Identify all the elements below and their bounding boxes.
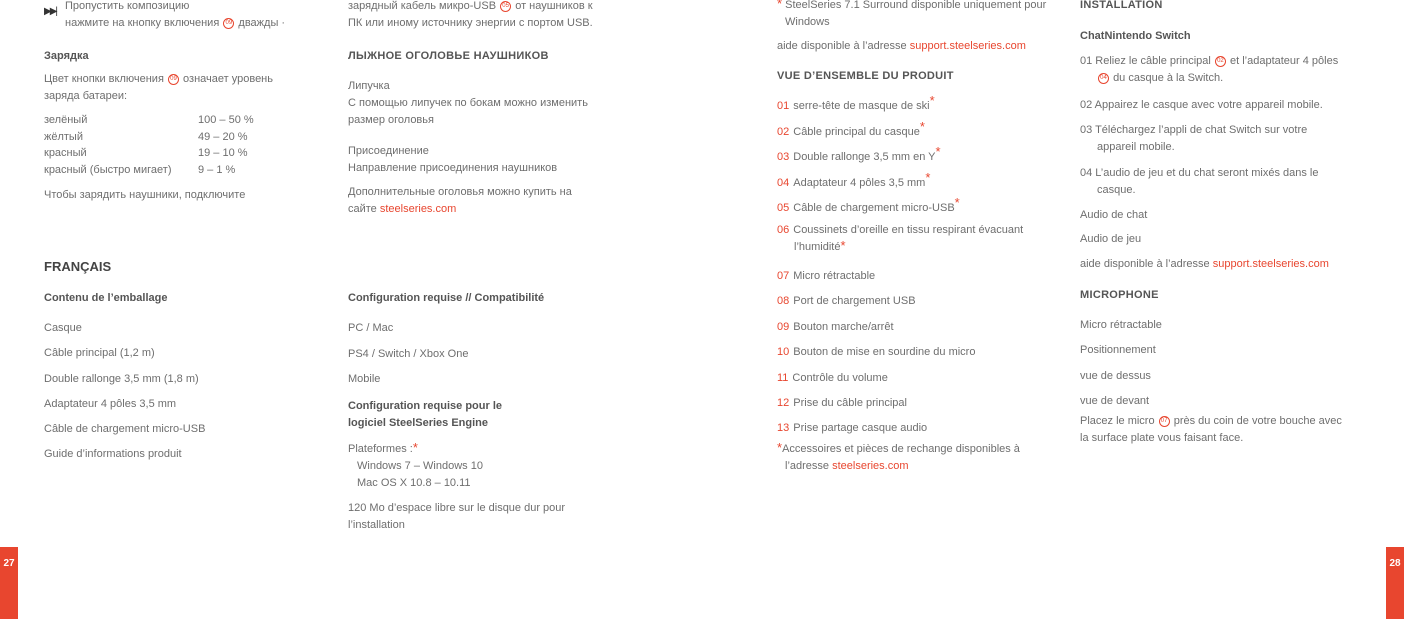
asterisk-icon: * xyxy=(925,169,931,185)
velcro-block: Липучка С помощью липучек по бокам можно изменить размер оголовья xyxy=(348,78,638,129)
install-step-01: 01 Reliez le câble principal 02 et l’adaptateur 4 pôles 04 du casque à la Switch. xyxy=(1080,55,1339,84)
mic-badge: 07 xyxy=(1159,416,1170,427)
asterisk-icon: * xyxy=(777,0,783,11)
overview-list-top xyxy=(777,94,960,222)
list-item: Casque xyxy=(44,322,82,334)
surround-note: * SteelSeries 7.1 Surround disponible uniquement pour Windows xyxy=(777,0,1067,31)
overview-title: VUE D’ENSEMBLE DU PRODUIT xyxy=(777,70,954,82)
disk-space: 120 Mo d’espace libre sur le disque dur pour l’installation xyxy=(348,502,566,531)
chat-switch-title: ChatNintendo Switch xyxy=(1080,30,1191,42)
list-item: PC / Mac xyxy=(348,322,394,334)
attach-block: Присоединение Направление присоединения наушников xyxy=(348,143,638,177)
overview-list-bottom xyxy=(777,264,975,442)
charging-desc: Цвет кнопки включения 09 означает уровень заряда батареи: xyxy=(44,73,273,102)
asterisk-icon: * xyxy=(840,238,846,253)
engine-title: Configuration requise pour le logiciel SteelSeries Engine xyxy=(348,400,503,429)
section-title-francais: FRANÇAIS xyxy=(44,259,112,274)
asterisk-icon: * xyxy=(412,440,418,455)
asterisk-icon: * xyxy=(935,144,941,159)
list-item: PS4 / Switch / Xbox One xyxy=(348,347,469,360)
level-color: красный xyxy=(44,147,87,159)
support-link[interactable]: support.steelseries.com xyxy=(1212,258,1329,270)
package-title: Contenu de l’emballage xyxy=(44,292,168,304)
audio-chat-label: Audio de chat xyxy=(1080,209,1148,221)
level-range: 100 – 50 % xyxy=(198,114,254,126)
battery-level-row xyxy=(44,162,254,179)
power-button-badge: 09 xyxy=(223,18,234,29)
microphone-title: MICROPHONE xyxy=(1080,289,1159,301)
list-item: 04 Adaptateur 4 pôles 3,5 mm* xyxy=(777,169,931,189)
list-item: Double rallonge 3,5 mm (1,8 m) xyxy=(44,372,199,385)
skip-track-block xyxy=(44,0,314,32)
skip-track-line1: Пропустить композицию xyxy=(65,0,190,12)
accessories-note: *Accessoires et pièces de rechange disponibles à l’adresse steelseries.com xyxy=(777,440,1020,472)
list-item: Mobile xyxy=(348,373,381,385)
skip-track-line2: нажмите на кнопку включения 09 дважды · xyxy=(65,17,286,29)
list-item: Micro rétractable xyxy=(1080,319,1162,331)
steelseries-link[interactable]: steelseries.com xyxy=(832,460,909,472)
level-range: 9 – 1 % xyxy=(198,163,236,176)
list-item: Positionnement xyxy=(1080,344,1156,357)
charging-continued: зарядный кабель микро-USB 05 от наушников к ПК или иному источнику энергии с портом USB. xyxy=(348,0,593,29)
asterisk-icon: * xyxy=(929,93,935,108)
page-number-right: 28 xyxy=(1386,547,1404,619)
battery-levels-table xyxy=(44,112,254,178)
list-item: vue de devant xyxy=(1080,394,1150,407)
install-step-04: 04 L’audio de jeu et du chat seront mixés dans le casque. xyxy=(1080,167,1319,196)
ski-headband-title: ЛЫЖНОЕ ОГОЛОВЬЕ НАУШНИКОВ xyxy=(348,50,549,62)
list-item: Câble de chargement micro-USB xyxy=(44,423,206,436)
charge-note: Чтобы зарядить наушники, подключите xyxy=(44,189,246,201)
level-color: жёлтый xyxy=(44,130,83,143)
platforms-block: Plateformes :* Windows 7 – Windows 10 Mac OS X 10.8 – 10.11 xyxy=(348,440,483,489)
list-item: 11 Contrôle du volume xyxy=(777,371,888,384)
install-step-02: 02 Appairez le casque avec votre appareil mobile. xyxy=(1080,99,1323,111)
velcro-label: Липучка xyxy=(348,80,390,92)
level-range: 49 – 20 % xyxy=(198,130,248,143)
battery-level-row xyxy=(44,145,254,162)
list-item: 05 Câble de chargement micro-USB* xyxy=(777,195,960,214)
mic-placement-note: Placez le micro 07 près du coin de votre bouche avec la surface plate vous faisant face. xyxy=(1080,415,1342,444)
config-list xyxy=(348,316,468,393)
support-link[interactable]: support.steelseries.com xyxy=(909,40,1026,52)
battery-level-row xyxy=(44,129,254,146)
battery-level-row xyxy=(44,112,254,129)
asterisk-icon: * xyxy=(919,118,925,134)
list-item: vue de dessus xyxy=(1080,369,1151,382)
help-line: aide disponible à l’adresse support.steelseries.com xyxy=(1080,258,1329,270)
level-color: красный (быстро мигает) xyxy=(44,163,172,176)
level-range: 19 – 10 % xyxy=(198,147,248,159)
list-item: 09 Bouton marche/arrêt xyxy=(777,320,894,333)
audio-game-label: Audio de jeu xyxy=(1080,233,1142,245)
list-item: Adaptateur 4 pôles 3,5 mm xyxy=(44,397,177,410)
level-color: зелёный xyxy=(44,114,88,126)
list-item: 06 Coussinets d’oreille en tissu respirant évacuant l’humidité* xyxy=(777,224,1024,253)
page-number-left: 27 xyxy=(0,547,18,619)
list-item: 07 Micro rétractable xyxy=(777,270,876,282)
list-item: 13 Prise partage casque audio xyxy=(777,422,928,435)
extra-headbands: Дополнительные оголовья можно купить на сайте steelseries.com xyxy=(348,186,572,215)
list-item: 12 Prise du câble principal xyxy=(777,397,907,410)
list-item: 10 Bouton de mise en sourdine du micro xyxy=(777,346,976,359)
list-item: 03 Double rallonge 3,5 mm en Y* xyxy=(777,144,941,163)
asterisk-icon: * xyxy=(954,195,960,210)
list-item: 08 Port de chargement USB xyxy=(777,295,916,308)
adapter-badge: 04 xyxy=(1098,73,1109,84)
charging-title: Зарядка xyxy=(44,50,89,62)
package-list xyxy=(44,316,205,468)
config-title: Configuration requise // Compatibilité xyxy=(348,292,545,304)
skip-track-icon: ▶▶| xyxy=(44,6,56,17)
list-item: 02 Câble principal du casque* xyxy=(777,118,925,138)
list-item: Câble principal (1,2 m) xyxy=(44,347,155,360)
install-step-03: 03 Téléchargez l’appli de chat Switch sur votre appareil mobile. xyxy=(1080,124,1308,153)
steelseries-link[interactable]: steelseries.com xyxy=(379,203,457,215)
asterisk-icon: * xyxy=(777,440,783,455)
attach-label: Присоединение xyxy=(348,145,429,157)
installation-title: INSTALLATION xyxy=(1080,0,1163,11)
power-button-badge: 09 xyxy=(168,74,179,85)
help-line: aide disponible à l’adresse support.steelseries.com xyxy=(777,40,1026,52)
list-item: Guide d’informations produit xyxy=(44,448,182,461)
usb-port-badge: 05 xyxy=(500,1,511,12)
list-item: 01 serre-tête de masque de ski* xyxy=(777,93,935,112)
mic-list xyxy=(1080,313,1162,414)
cable-badge: 02 xyxy=(1215,56,1226,67)
